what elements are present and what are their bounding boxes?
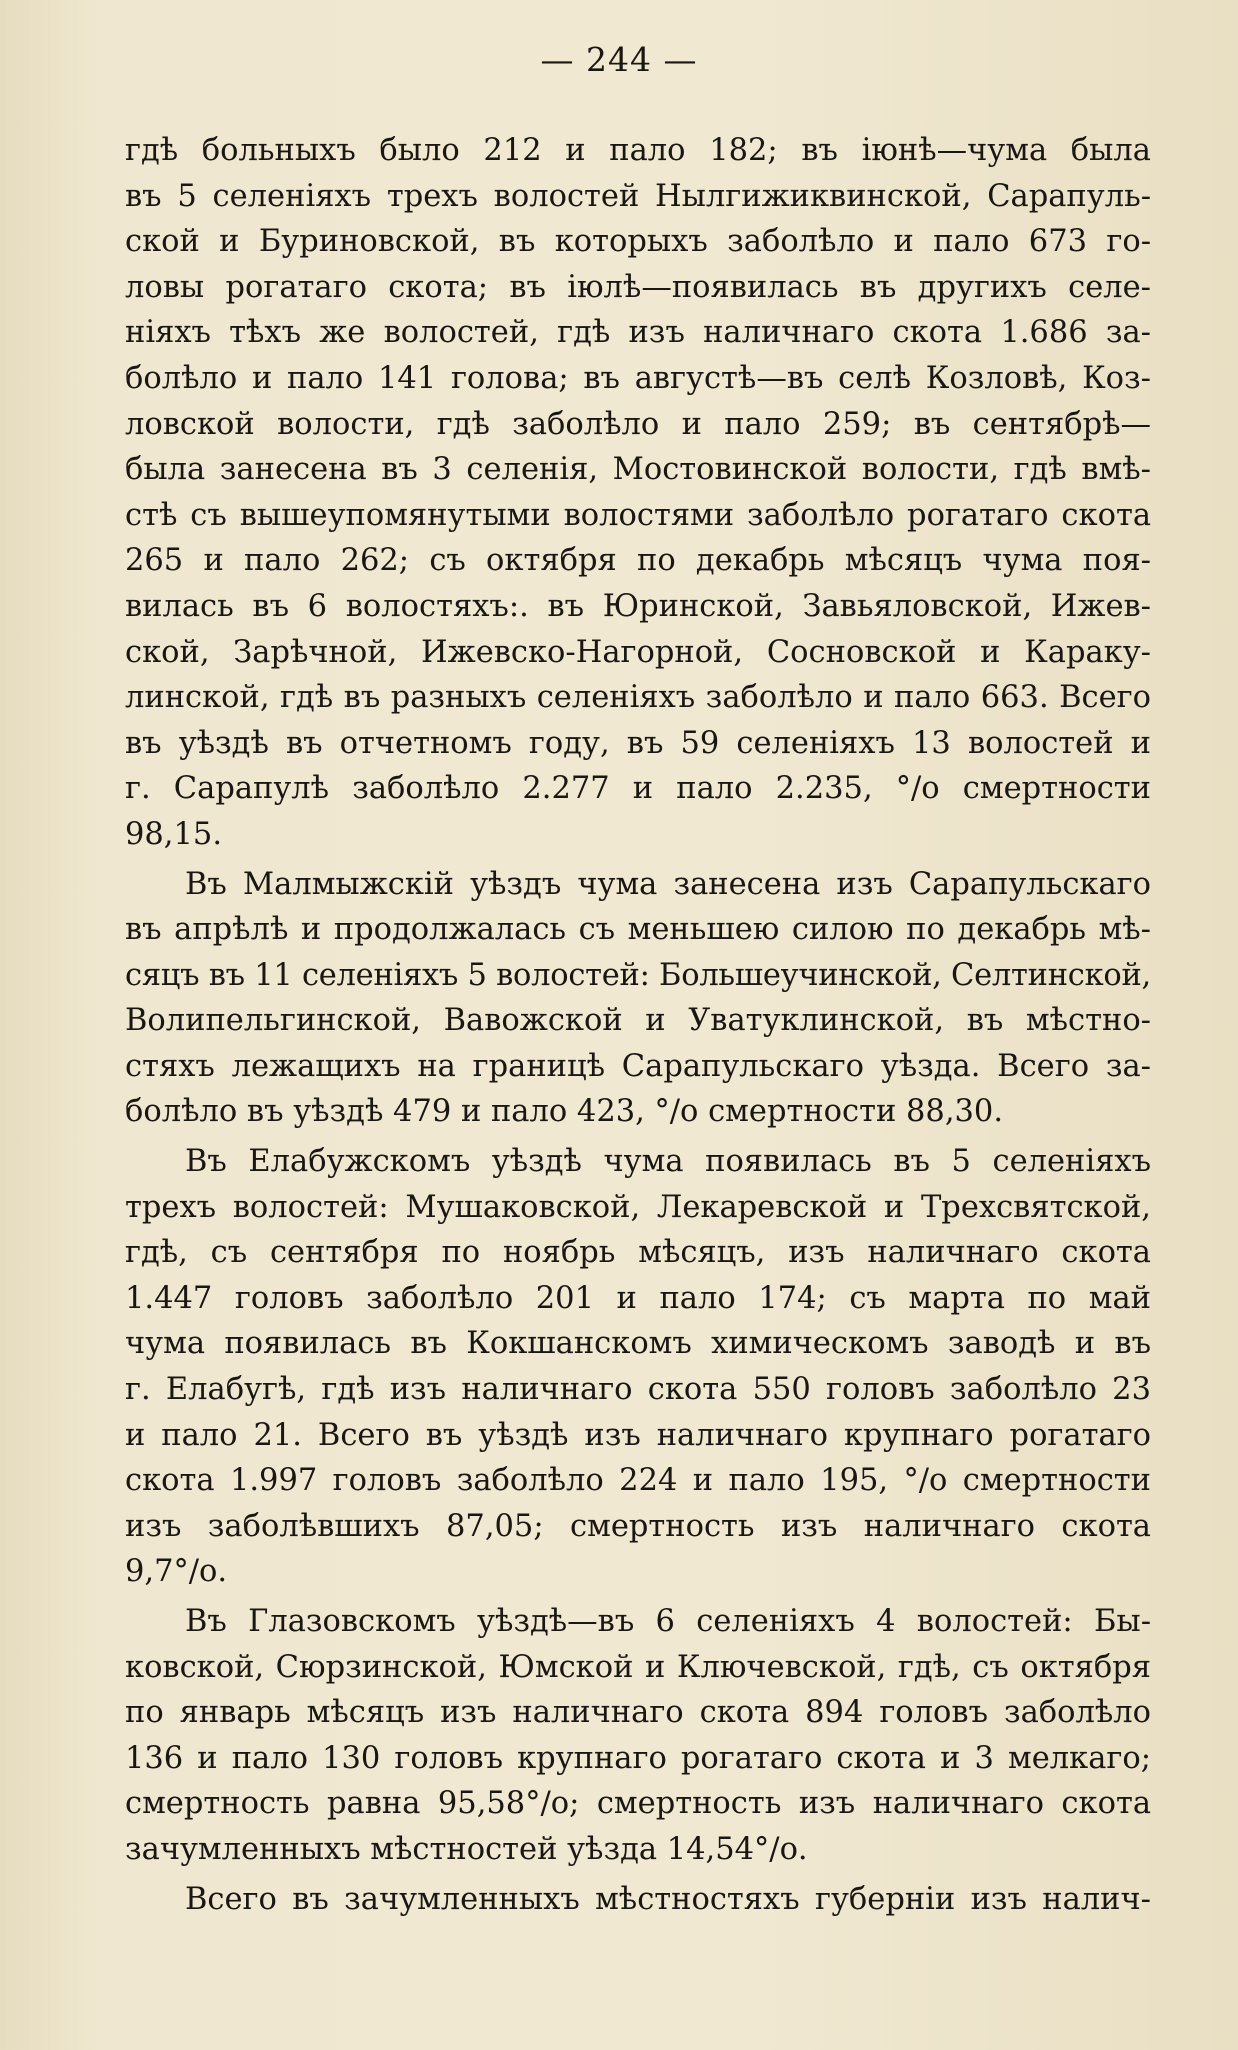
text-line: ловской волости, гдѣ заболѣло и пало 259; въ сентябрѣ—	[125, 406, 1151, 442]
paragraph	[125, 862, 1151, 1136]
text-line: 9,7°/о.	[125, 1554, 228, 1590]
text-line: Въ Глазовскомъ уѣздѣ—въ 6 селеніяхъ 4 волостей: Бы-	[185, 1604, 1151, 1639]
text-line: изъ заболѣвшихъ 87,05; смертность изъ наличнаго скота	[125, 1508, 1151, 1544]
text-line: стяхъ лежащихъ на границѣ Сарапульскаго уѣзда. Всего за-	[125, 1048, 1151, 1084]
text-line: чума появилась въ Кокшанскомъ химическомъ заводѣ и въ	[125, 1326, 1151, 1362]
text-line: въ уѣздѣ въ отчетномъ году, въ 59 селеніяхъ 13 волостей и	[125, 725, 1151, 761]
text-line: и пало 21. Всего въ уѣздѣ изъ наличнаго крупнаго рогатаго	[125, 1417, 1151, 1453]
text-line: 98,15.	[125, 816, 223, 852]
text-line: по январь мѣсяцъ изъ наличнаго скота 894 головъ заболѣло	[125, 1695, 1151, 1731]
text-line: 265 и пало 262; съ октября по декабрь мѣсяцъ чума поя-	[125, 543, 1151, 579]
paragraph	[125, 128, 1151, 858]
text-line: гдѣ, съ сентября по ноябрь мѣсяцъ, изъ наличнаго скота	[125, 1235, 1151, 1271]
text-line: гдѣ больныхъ было 212 и пало 182; въ іюнѣ—чума была	[125, 133, 1151, 168]
text-line: ніяхъ тѣхъ же волостей, гдѣ изъ наличнаго скота 1.686 за-	[125, 315, 1151, 351]
text-line: г. Елабугѣ, гдѣ изъ наличнаго скота 550 головъ заболѣло 23	[125, 1372, 1151, 1408]
text-line: ковской, Сюрзинской, Юмской и Ключевской, гдѣ, съ октября	[125, 1649, 1151, 1685]
text-line: ловы рогатаго скота; въ іюлѣ—появилась въ другихъ селе-	[125, 269, 1151, 305]
text-line: Въ Елабужскомъ уѣздѣ чума появилась въ 5 селеніяхъ	[185, 1144, 1151, 1180]
paragraph	[125, 1599, 1151, 1873]
text-line: ской и Буриновской, въ которыхъ заболѣло и пало 673 го-	[125, 224, 1151, 260]
text-line: сяцъ въ 11 селеніяхъ 5 волостей: Большеучинской, Селтинской,	[125, 957, 1151, 993]
paragraph	[125, 1877, 1151, 1923]
text-line: въ 5 селеніяхъ трехъ волостей Нылгижиквинской, Сарапуль-	[125, 178, 1151, 214]
paragraph	[125, 1139, 1151, 1595]
body-text	[125, 128, 1151, 1926]
text-line: трехъ волостей: Мушаковской, Лекаревской и Трехсвятской,	[125, 1189, 1151, 1225]
text-line: была занесена въ 3 селенія, Мостовинской волости, гдѣ вмѣ-	[125, 452, 1151, 488]
text-line: Волипельгинской, Вавожской и Уватуклинской, въ мѣстно-	[125, 1003, 1151, 1039]
text-line: г. Сарапулѣ заболѣло 2.277 и пало 2.235, °/о смертности	[125, 771, 1151, 807]
page-number: — 244 —	[540, 40, 698, 79]
text-line: смертность равна 95,58°/о; смертность изъ наличнаго скота	[125, 1786, 1151, 1822]
text-line: Въ Малмыжскій уѣздъ чума занесена изъ Сарапульскаго	[185, 866, 1151, 902]
text-line: линской, гдѣ въ разныхъ селеніяхъ заболѣло и пало 663. Всего	[125, 680, 1151, 716]
text-line: болѣло и пало 141 голова; въ августѣ—въ селѣ Козловѣ, Коз-	[125, 360, 1151, 396]
text-line: скота 1.997 головъ заболѣло 224 и пало 195, °/о смертности	[125, 1463, 1151, 1499]
text-line: Всего въ зачумленныхъ мѣстностяхъ губерніи изъ налич-	[185, 1881, 1151, 1917]
text-line: зачумленныхъ мѣстностей уѣзда 14,54°/о.	[125, 1831, 808, 1867]
text-line: болѣло въ уѣздѣ 479 и пало 423, °/о смертности 88,30.	[125, 1094, 1004, 1130]
text-line: въ апрѣлѣ и продолжалась съ меньшею силою по декабрь мѣ-	[125, 912, 1151, 948]
text-line: вилась въ 6 волостяхъ:. въ Юринской, Завьяловской, Ижев-	[125, 588, 1151, 624]
text-line: ской, Зарѣчной, Ижевско-Нагорной, Сосновской и Караку-	[125, 634, 1151, 670]
text-line: 1.447 головъ заболѣло 201 и пало 174; съ марта по май	[125, 1280, 1151, 1316]
text-line: стѣ съ вышеупомянутыми волостями заболѣло рогатаго скота	[125, 497, 1151, 533]
text-line: 136 и пало 130 головъ крупнаго рогатаго скота и 3 мелкаго;	[125, 1740, 1151, 1776]
